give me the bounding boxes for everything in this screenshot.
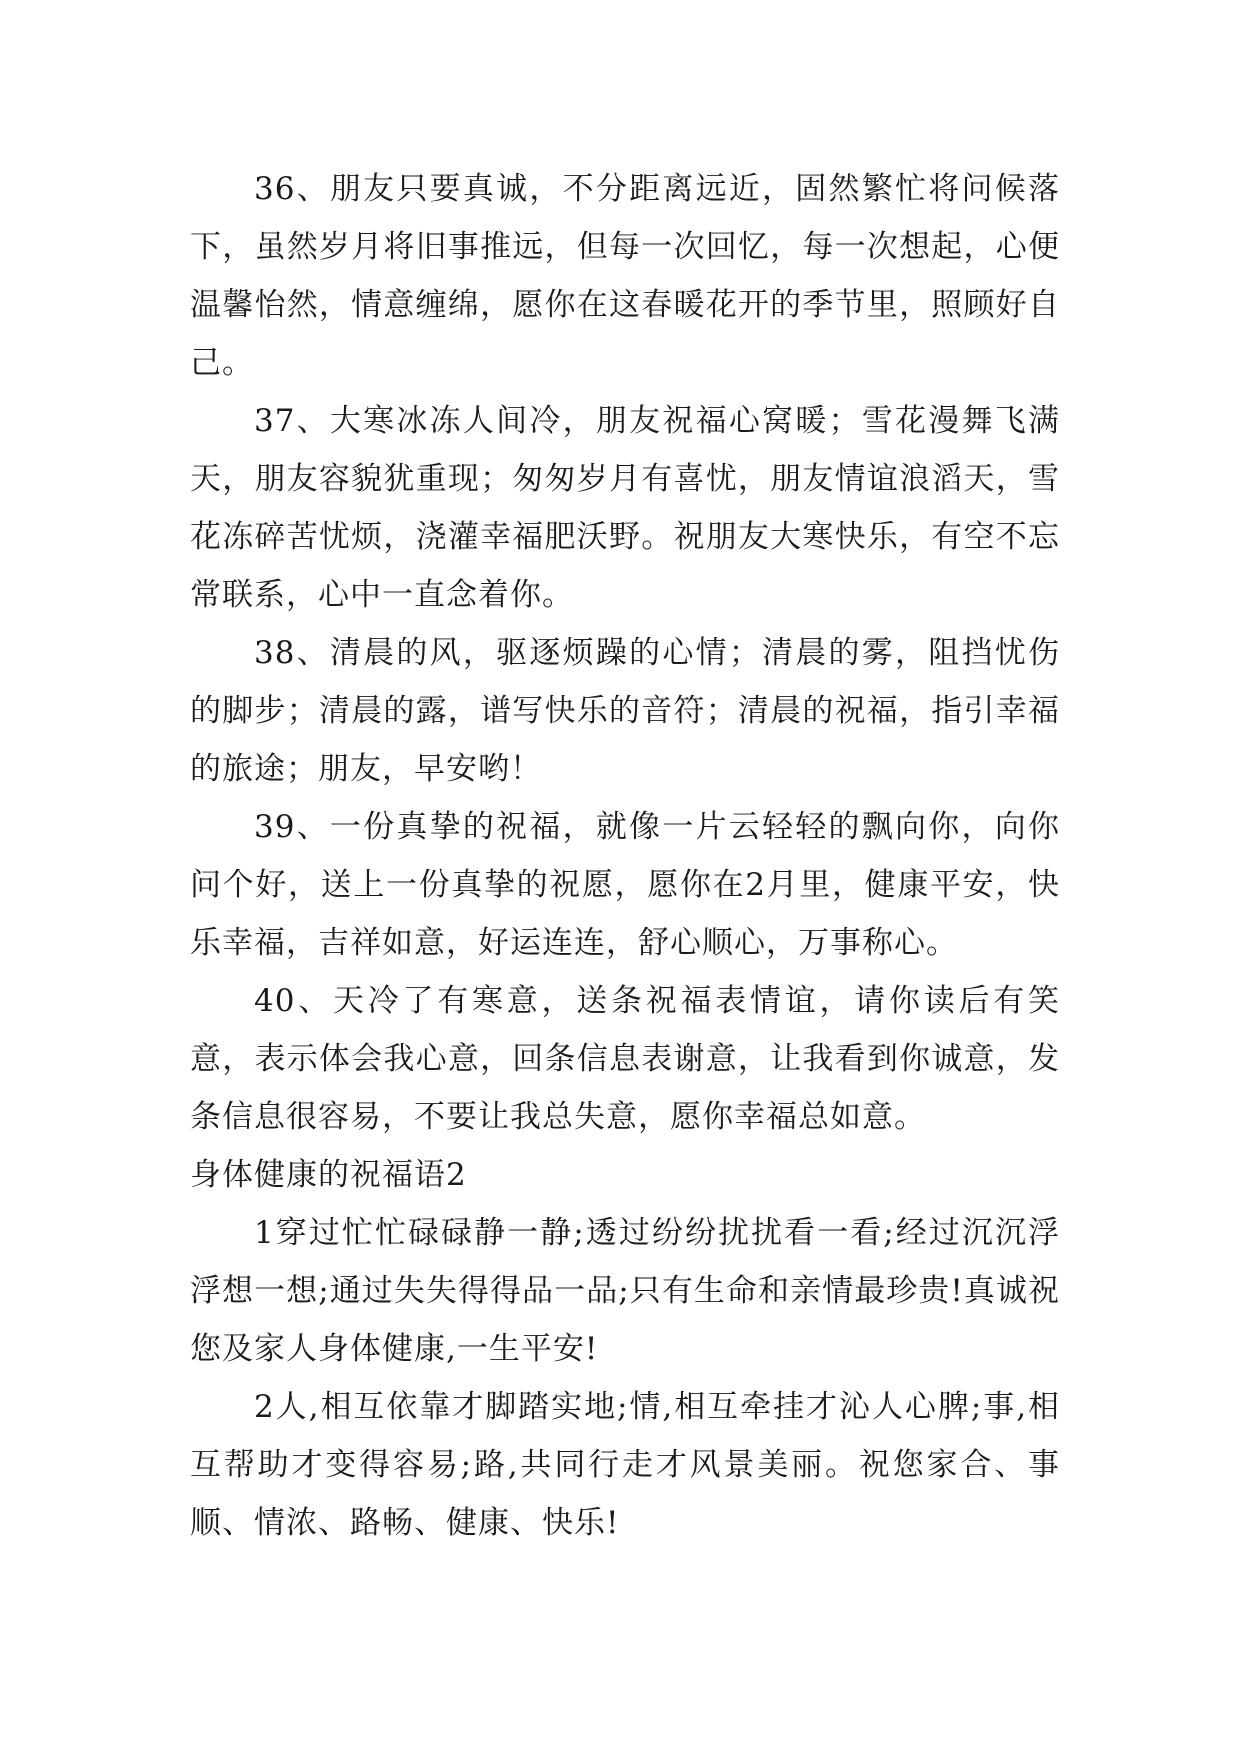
- paragraph-38: 38、清晨的风，驱逐烦躁的心情；清晨的雾，阻挡忧伤的脚步；清晨的露，谱写快乐的音符；清晨的祝福，指引幸福的旅途；朋友，早安哟！: [190, 635, 1060, 787]
- paragraph-37: 37、大寒冰冻人间冷，朋友祝福心窝暖；雪花漫舞飞满天，朋友容貌犹重现；匆匆岁月有喜忧，朋友情谊浪滔天，雪花冻碎苦忧烦，浇灌幸福肥沃野。祝朋友大寒快乐，有空不忘常联系，心中一直念着你。: [190, 403, 1060, 613]
- paragraph-39: 39、一份真挚的祝福，就像一片云轻轻的飘向你，向你问个好，送上一份真挚的祝愿，愿你在2月里，健康平安，快乐幸福，吉祥如意，好运连连，舒心顺心，万事称心。: [190, 809, 1060, 961]
- document-page: [190, 160, 1060, 1552]
- paragraph-2: 2人,相互依靠才脚踏实地;情,相互牵挂才沁人心脾;事,相互帮助才变得容易;路,共同行走才风景美丽。祝您家合、事顺、情浓、路畅、健康、快乐!: [190, 1389, 1060, 1541]
- section-heading: 身体健康的祝福语2: [190, 1157, 467, 1193]
- paragraph-1: 1穿过忙忙碌碌静一静;透过纷纷扰扰看一看;经过沉沉浮浮想一想;通过失失得得品一品;只有生命和亲情最珍贵!真诚祝您及家人身体健康,一生平安!: [190, 1215, 1060, 1367]
- paragraph-36: 36、朋友只要真诚，不分距离远近，固然繁忙将问候落下，虽然岁月将旧事推远，但每一次回忆，每一次想起，心便温馨怡然，情意缠绵，愿你在这春暖花开的季节里，照顾好自己。: [190, 171, 1060, 381]
- paragraph-40: 40、天冷了有寒意，送条祝福表情谊，请你读后有笑意，表示体会我心意，回条信息表谢意，让我看到你诚意，发条信息很容易，不要让我总失意，愿你幸福总如意。: [190, 983, 1060, 1135]
